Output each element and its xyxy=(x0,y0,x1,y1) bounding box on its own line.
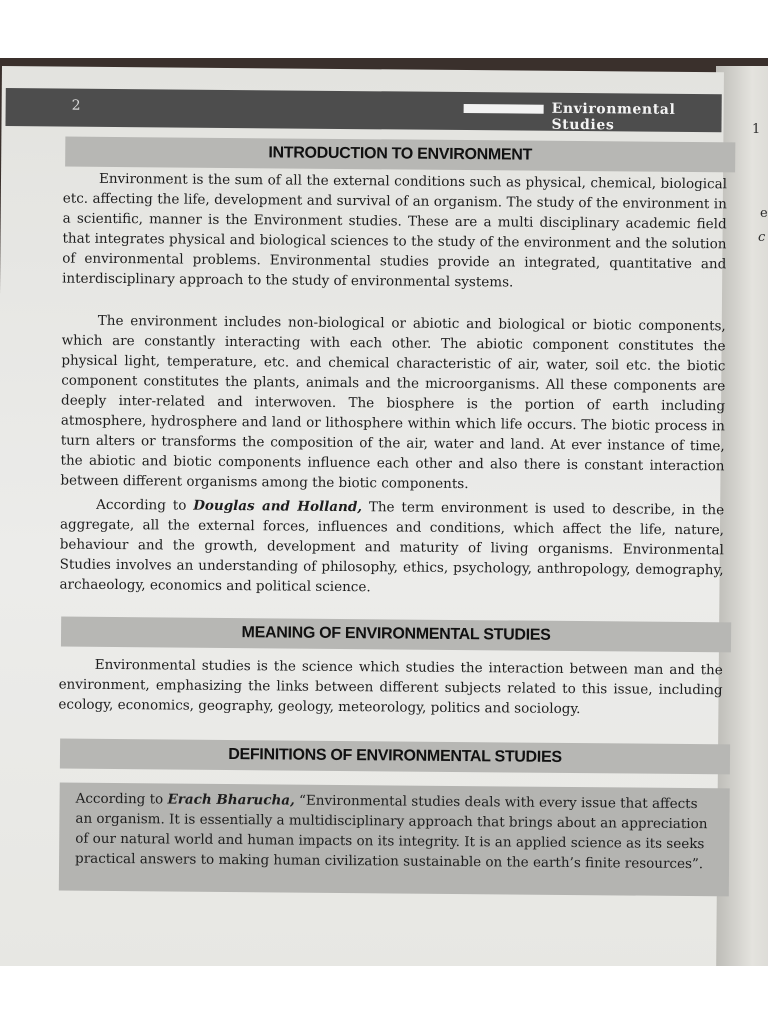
section-banner-definitions xyxy=(60,739,730,775)
header-stripe xyxy=(464,104,544,114)
running-head-title: Environmental Studies xyxy=(551,100,676,134)
intro-paragraph-3-body: The term environment is used to describe, in the aggregate, all the external forces, influences and conditions, which affect the life, nature, behaviour and the growth, development and maturity of living organisms. Environmental Studies involves an understanding of philosophy, ethics, psychology, anthropology, demography, archaeology, economics and political science. xyxy=(59,499,725,596)
book-page xyxy=(0,66,728,966)
definition-quote-box xyxy=(59,783,730,897)
section-banner-introduction xyxy=(65,137,735,173)
page-number: 2 xyxy=(71,97,81,114)
section-heading: MEANING OF ENVIRONMENTAL STUDIES xyxy=(241,624,551,644)
meaning-paragraph: Environmental studies is the science which studies the interaction between man and the environment, emphasizing the links between different subjects related to this issue, including ecology, economics, geography, geology, meteorology, politics and sociology. xyxy=(58,656,723,718)
quote-lead: According to xyxy=(75,790,168,808)
definition-quote xyxy=(75,789,716,875)
intro-paragraph-2: The environment includes non-biological or abiotic and biological or biotic components, which are constantly interacting with each other. The abiotic component constitutes the physical light, temperature, etc. and chemical characteristic of air, water, soil etc. the biotic component constitutes the plants, animals and the microorganisms. All these components are deeply inter-related and interwoven. The biosphere is the portion of earth including atmosphere, hydrosphere and land or lithosphere within which life occurs. The biotic process in turn alters or transforms the composition of the air, water and land. At ever instance of time, the abiotic and biotic components influence each other and also there is constant interaction between different organisms among the biotic components. xyxy=(60,312,726,493)
intro-paragraph-3 xyxy=(59,495,724,601)
page-photo xyxy=(0,58,768,966)
intro-paragraph-1: Environment is the sum of all the external conditions such as physical, chemical, biological etc. affecting the life, development and survival of an organism. The study of the environment in a scientific, manner is the Environment studies. These are a multi disciplinary academic field that integrates physical and biological sciences to the study of the environment and the solution of environmental problems. Environmental studies provide an integrated, quantitative and interdisciplinary approach to the study of environmental systems. xyxy=(62,170,728,291)
author-names: Douglas and Holland, xyxy=(193,497,363,516)
quote-body: “Environmental studies deals with every issue that affects an organism. It is essentially a multidisciplinary approach that brings about an appreciation of our natural world and human impacts on its integrity. It is an applied science as its seeks practical answers to making human civilization sustainable on the earth’s finite resources”. xyxy=(75,792,708,873)
section-heading: INTRODUCTION TO ENVIRONMENT xyxy=(268,144,533,164)
section-banner-meaning xyxy=(61,617,731,653)
section-heading: DEFINITIONS OF ENVIRONMENTAL STUDIES xyxy=(228,746,562,766)
adjacent-page-char: 1 xyxy=(752,122,761,137)
quote-author: Erach Bharucha, xyxy=(167,791,295,809)
adjacent-page-char: c xyxy=(758,230,766,245)
intro-paragraph-3-lead: According to xyxy=(96,496,194,514)
adjacent-page-char: e xyxy=(760,206,768,221)
running-head xyxy=(5,88,721,132)
